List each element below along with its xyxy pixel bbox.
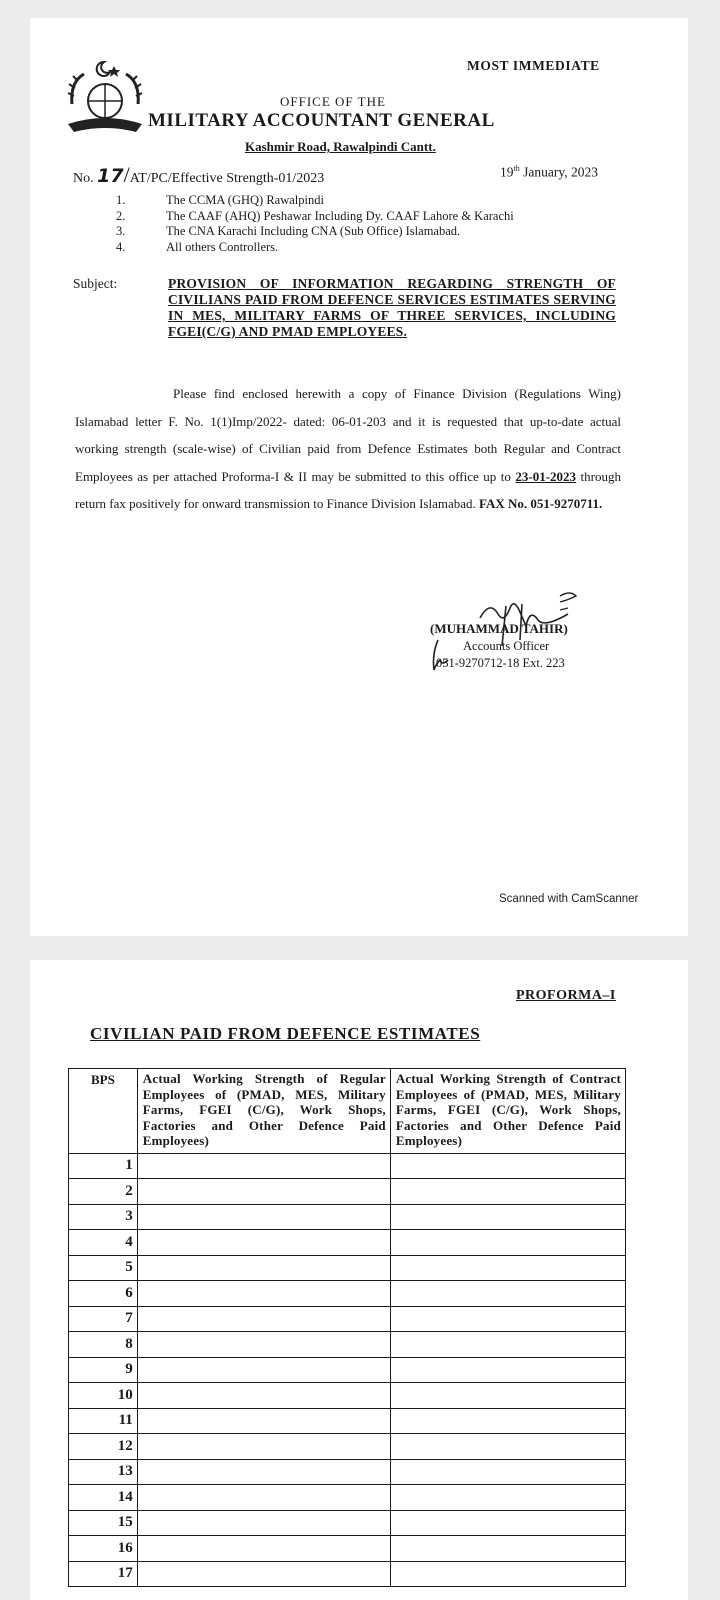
table-row — [69, 1357, 626, 1383]
svg-text:~~~~~~: ~~~~~~ — [89, 126, 121, 133]
addressee-item: 1. The CCMA (GHQ) Rawalpindi — [116, 193, 324, 207]
regular-strength-cell[interactable] — [137, 1408, 390, 1434]
scanner-watermark: Scanned with CamScanner — [499, 893, 639, 905]
letter-page — [30, 18, 688, 936]
subject-label: Subject: — [73, 276, 118, 291]
regular-strength-cell[interactable] — [137, 1306, 390, 1332]
bps-cell: 6 — [69, 1281, 138, 1307]
contract-strength-cell[interactable] — [390, 1434, 625, 1460]
subject-text: PROVISION OF INFORMATION REGARDING STRENGTH OF CIVILIANS PAID FROM DEFENCE SERVICES ESTIMATES SERVING IN MES, MILITARY FARMS OF THREE SERVICES, INCLUDING FGEI(C/G) AND PMAD EMPLOYEES. — [168, 276, 616, 339]
contract-strength-cell[interactable] — [390, 1204, 625, 1230]
table-row — [69, 1536, 626, 1562]
contract-strength-cell[interactable] — [390, 1281, 625, 1307]
contract-strength-cell[interactable] — [390, 1255, 625, 1281]
table-row — [69, 1510, 626, 1536]
proforma-label: PROFORMA–I — [516, 988, 616, 1003]
table-row — [69, 1255, 626, 1281]
letter-date: 19th January, 2023 — [500, 164, 598, 180]
contract-strength-cell[interactable] — [390, 1357, 625, 1383]
contract-strength-cell[interactable] — [390, 1408, 625, 1434]
regular-strength-cell[interactable] — [137, 1561, 390, 1587]
bps-cell: 17 — [69, 1561, 138, 1587]
bps-cell: 8 — [69, 1332, 138, 1358]
bps-cell: 9 — [69, 1357, 138, 1383]
contract-strength-cell[interactable] — [390, 1153, 625, 1179]
contract-strength-cell[interactable] — [390, 1561, 625, 1587]
fax-number: FAX No. 051-9270711. — [479, 496, 603, 511]
regular-strength-cell[interactable] — [137, 1357, 390, 1383]
reference-number: No. 17/AT/PC/Effective Strength-01/2023 — [73, 162, 325, 187]
government-crest-icon — [64, 56, 146, 142]
strength-table — [68, 1068, 626, 1587]
regular-strength-cell[interactable] — [137, 1434, 390, 1460]
contract-strength-cell[interactable] — [390, 1510, 625, 1536]
regular-strength-cell[interactable] — [137, 1510, 390, 1536]
column-header-regular: Actual Working Strength of Regular Employees of (PMAD, MES, Military Farms, FGEI (C/G), Work Shops, Factories and Other Defence Paid Employees) — [137, 1069, 390, 1154]
bps-cell: 11 — [69, 1408, 138, 1434]
addressee-item: 4. All others Controllers. — [116, 239, 279, 254]
signatory-title: Accounts Officer — [463, 639, 550, 653]
bps-cell: 7 — [69, 1306, 138, 1332]
table-header-row — [69, 1069, 626, 1154]
table-row — [69, 1561, 626, 1587]
contract-strength-cell[interactable] — [390, 1485, 625, 1511]
contract-strength-cell[interactable] — [390, 1179, 625, 1205]
bps-cell: 10 — [69, 1383, 138, 1409]
bps-cell: 15 — [69, 1510, 138, 1536]
column-header-contract: Actual Working Strength of Contract Employees of (PMAD, MES, Military Farms, FGEI (C/G), Work Shops, Factories and Other Defence Paid Employees) — [390, 1069, 625, 1154]
table-row — [69, 1230, 626, 1256]
contract-strength-cell[interactable] — [390, 1332, 625, 1358]
contract-strength-cell[interactable] — [390, 1459, 625, 1485]
reference-suffix: AT/PC/Effective Strength-01/2023 — [129, 171, 325, 186]
table-row — [69, 1179, 626, 1205]
regular-strength-cell[interactable] — [137, 1485, 390, 1511]
signatory-phone: 051-9270712-18 Ext. 223 — [436, 656, 565, 670]
bps-cell: 12 — [69, 1434, 138, 1460]
addressee-list — [116, 193, 514, 255]
contract-strength-cell[interactable] — [390, 1306, 625, 1332]
office-address: Kashmir Road, Rawalpindi Cantt. — [245, 139, 436, 154]
table-row — [69, 1408, 626, 1434]
bps-cell: 4 — [69, 1230, 138, 1256]
table-row — [69, 1281, 626, 1307]
addressee-item: 3. The CNA Karachi Including CNA (Sub Office) Islamabad. — [116, 224, 461, 238]
bps-cell: 16 — [69, 1536, 138, 1562]
reference-prefix: No. — [73, 171, 94, 186]
table-row — [69, 1204, 626, 1230]
table-row — [69, 1306, 626, 1332]
letter-body: Please find enclosed herewith a copy of Finance Division (Regulations Wing) Islamabad letter F. No. 1(1)Imp/2022- dated: 06-01-203 and it is requested that up-to-date actual working strength (scale-wise) of Civilian paid from Defence Estimates both Regular and Contract Employees as per attached Proforma-I & II may be submitted to this office up to 23-01-2023 through return fax positively for onward transmission to Finance Division Islamabad. FAX No. 051-9270711. — [75, 386, 621, 511]
column-header-bps: BPS — [69, 1069, 138, 1154]
deadline-date: 23-01-2023 — [515, 468, 577, 484]
regular-strength-cell[interactable] — [137, 1179, 390, 1205]
contract-strength-cell[interactable] — [390, 1230, 625, 1256]
office-name-heading: MILITARY ACCOUNTANT GENERAL — [148, 110, 495, 131]
contract-strength-cell[interactable] — [390, 1536, 625, 1562]
signatory-name: (MUHAMMAD TAHIR) — [430, 621, 568, 636]
proforma-page — [30, 960, 688, 1600]
regular-strength-cell[interactable] — [137, 1332, 390, 1358]
table-row — [69, 1383, 626, 1409]
bps-cell: 13 — [69, 1459, 138, 1485]
bps-cell: 14 — [69, 1485, 138, 1511]
table-row — [69, 1459, 626, 1485]
regular-strength-cell[interactable] — [137, 1383, 390, 1409]
contract-strength-cell[interactable] — [390, 1383, 625, 1409]
regular-strength-cell[interactable] — [137, 1536, 390, 1562]
bps-cell: 1 — [69, 1153, 138, 1179]
regular-strength-cell[interactable] — [137, 1204, 390, 1230]
regular-strength-cell[interactable] — [137, 1230, 390, 1256]
regular-strength-cell[interactable] — [137, 1153, 390, 1179]
table-row — [69, 1153, 626, 1179]
regular-strength-cell[interactable] — [137, 1255, 390, 1281]
regular-strength-cell[interactable] — [137, 1281, 390, 1307]
priority-label: MOST IMMEDIATE — [467, 58, 600, 73]
bps-cell: 5 — [69, 1255, 138, 1281]
office-of-heading: OFFICE OF THE — [280, 94, 386, 109]
regular-strength-cell[interactable] — [137, 1459, 390, 1485]
proforma-title: CIVILIAN PAID FROM DEFENCE ESTIMATES — [90, 1024, 481, 1043]
addressee-item: 2. The CAAF (AHQ) Peshawar Including Dy. CAAF Lahore & Karachi — [116, 208, 514, 223]
table-body — [69, 1153, 626, 1587]
bps-cell: 2 — [69, 1179, 138, 1205]
table-row — [69, 1332, 626, 1358]
reference-handwritten-number: 17 — [97, 165, 124, 187]
table-row — [69, 1485, 626, 1511]
table-row — [69, 1434, 626, 1460]
bps-cell: 3 — [69, 1204, 138, 1230]
